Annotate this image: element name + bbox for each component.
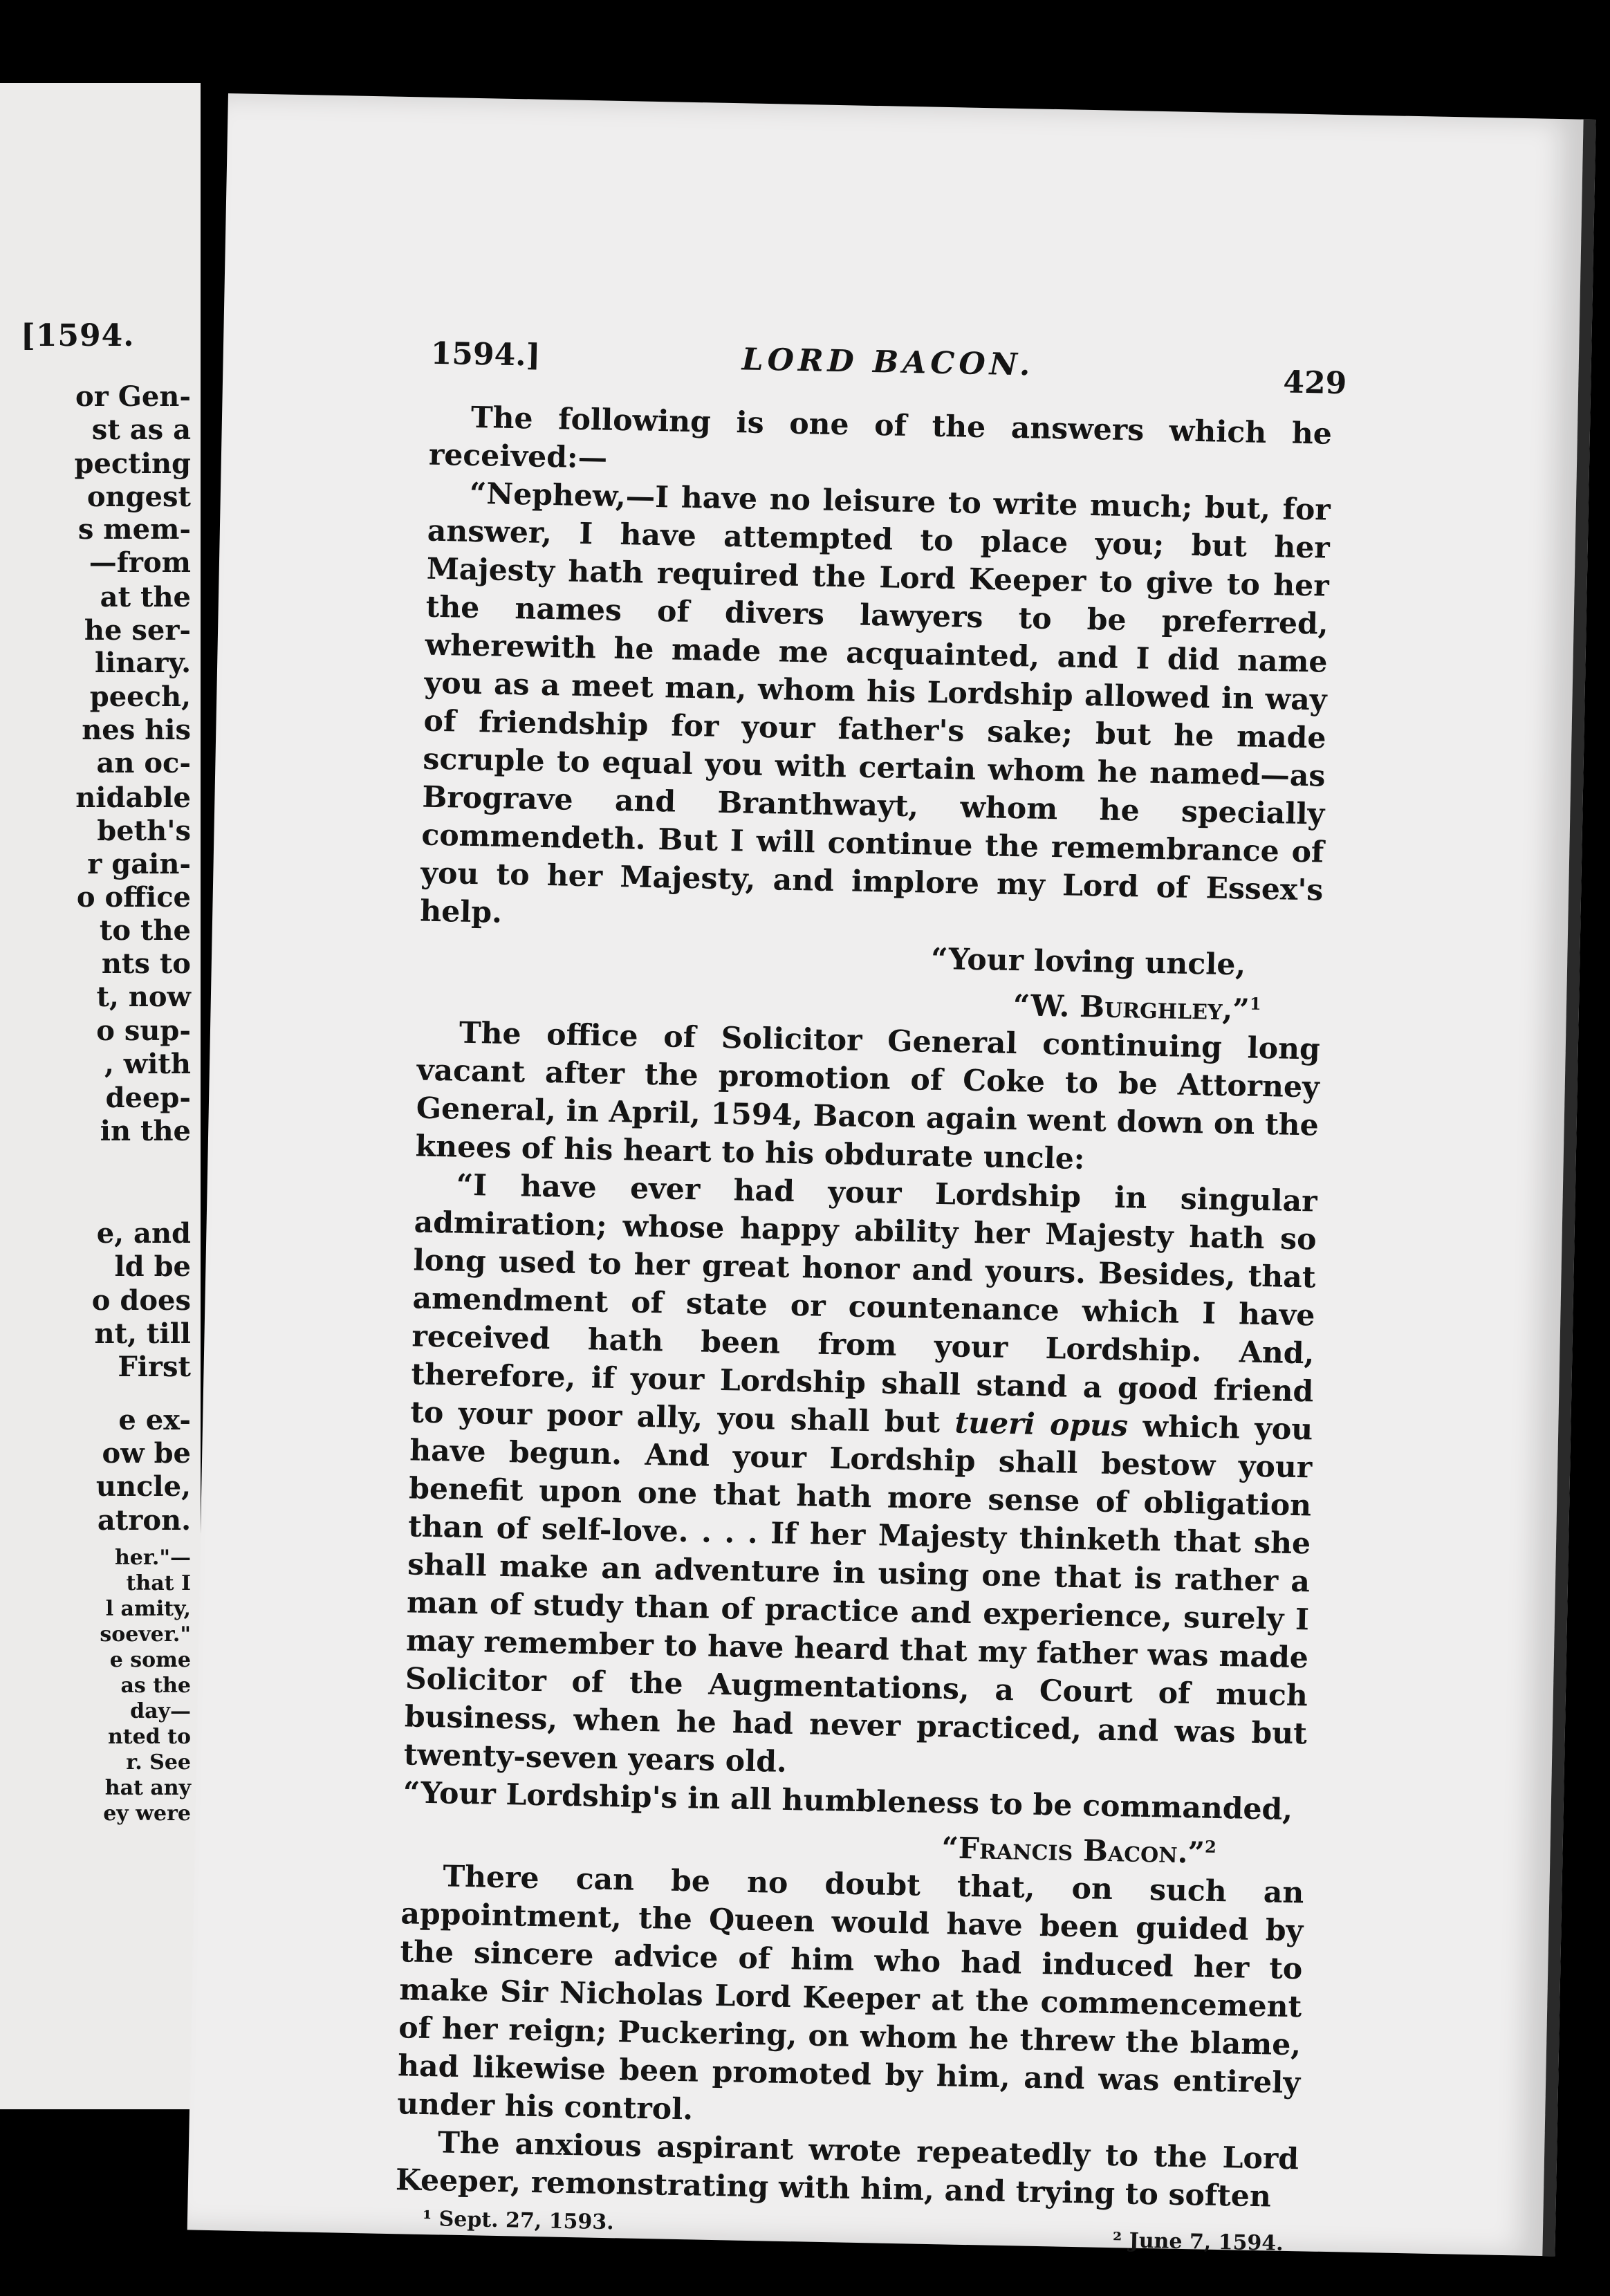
signature-closing: “Your Lordship's in all humbleness to be commanded, — [402, 1775, 1293, 1828]
left-page-line: at the — [100, 581, 191, 613]
left-page-line: he ser- — [84, 614, 191, 647]
left-page-line: e, and — [96, 1217, 191, 1250]
letter-bacon — [403, 1166, 1317, 1792]
header-date: 1594.] — [430, 335, 541, 373]
header-title: LORD BACON. — [741, 342, 1035, 383]
footnote-2: ² June 7, 1594. — [1112, 2228, 1284, 2257]
left-page-line: r gain- — [87, 848, 191, 880]
left-page-footnote-line: that I — [126, 1571, 191, 1595]
signature-text: “W. Burghley,” — [1012, 988, 1250, 1028]
left-page-line: s mem- — [77, 513, 191, 546]
left-page-footnote-line: nted to — [107, 1725, 191, 1749]
left-page-line: t, now — [96, 981, 191, 1013]
left-page-line: o office — [76, 881, 191, 914]
paragraph: The office of Solicitor General continuing long vacant after the promotion of Coke to be Attorney General, in April, 1594, Bacon again went down on the knees of his heart to his obdurate uncle: — [415, 1015, 1321, 1177]
left-page-line: deep- — [105, 1082, 191, 1114]
left-page-line: in the — [100, 1115, 191, 1147]
left-page-line: ow be — [102, 1437, 191, 1470]
paragraph: There can be no doubt that, on such an appointment, the Queen would have been guided by the sincere advice of him who had induced her to make Sir Nicholas Lord Keeper at the commencement of her reign; Puckering, on whom he threw the blame, had likewise been promoted by him, and was entirely under his control. — [396, 1859, 1304, 2127]
left-page-footnote-line: ey were — [103, 1802, 191, 1826]
page-number: 429 — [1282, 364, 1347, 402]
left-page-line: ongest — [86, 481, 191, 513]
left-page-line: ld be — [114, 1250, 191, 1283]
left-page-line: , with — [104, 1048, 191, 1080]
left-running-head: [1594. — [21, 318, 135, 353]
left-page-line: —from — [89, 546, 191, 579]
paragraph: The following is one of the answers which he received:— — [428, 400, 1333, 476]
previous-page-fragment — [0, 83, 201, 2109]
left-page-line: atron. — [97, 1504, 191, 1537]
left-page-footnote-line: hat any — [104, 1776, 191, 1800]
left-page-line: nidable — [75, 781, 191, 814]
left-page-line: or Gen- — [75, 380, 191, 413]
left-page-line: nts to — [101, 947, 191, 980]
left-page-line: nt, till — [94, 1317, 191, 1350]
left-page-footnote-line: soever." — [100, 1622, 191, 1647]
latin-phrase: tueri opus — [954, 1405, 1129, 1444]
left-page-footnote-line: her."— — [114, 1546, 191, 1570]
left-page-line: to the — [99, 914, 191, 947]
footnote-marker: 2 — [1204, 1836, 1217, 1858]
left-page-line: o sup- — [96, 1015, 191, 1047]
left-page-line: uncle, — [95, 1470, 191, 1503]
left-page-line: nes his — [82, 714, 191, 746]
left-page-footnote-line: e some — [109, 1648, 191, 1672]
left-page-footnote-line: day— — [130, 1699, 191, 1723]
footnotes — [394, 2207, 1297, 2266]
left-page-line: beth's — [97, 815, 191, 847]
signature-closing: “Your loving uncle, — [930, 941, 1246, 983]
left-page-line: o does — [91, 1284, 191, 1317]
left-page-line: First — [118, 1351, 191, 1383]
footnote-1: ¹ Sept. 27, 1593. — [422, 2207, 614, 2235]
book-page — [187, 93, 1596, 2256]
left-page-line: e ex- — [118, 1404, 191, 1436]
left-page-footnote-line: as the — [120, 1674, 191, 1698]
letter-burghley: “Nephew,—I have no leisure to write much; but, for answer, I have attempted to place you; but her Majesty hath required the Lord Keeper to give to her the names of divers lawyers to be preferred, wherewith he made me acquainted, and I did name you as a meet man, whom his Lordship allowed in way of friendship for your father's sake; but he made scruple to equal you with certain whom he named—as Brograve and Branthwayt, whom he specially commendeth. But I will continue the remembrance of you to her Majesty, and implore my Lord of Essex's help. — [419, 476, 1331, 930]
left-page-line: pecting — [74, 447, 191, 480]
body-text — [396, 398, 1333, 2217]
letter-text: “I have ever had your Lordship in singular admiration; whose happy ability her Majesty hath so long used to her great honor and yours. Besides, that amendment of state or countenance which I have received hath been from your Lordship. And, therefore, if your Lordship shall stand a good friend to your poor ally, you shall but — [409, 1167, 1318, 1441]
left-page-footnote-line: l amity, — [105, 1597, 191, 1621]
left-page-footnote-line: r. See — [126, 1750, 191, 1775]
page-content — [394, 335, 1347, 2266]
letter-text: which you have begun. And your Lordship shall bestow your benefit upon one that hath more sense of obligation than of self-love. . . . If her Majesty thinketh that she shall make an adventure in using one that is rather a man of study than of practice and experience, surely I may remember to have heard that my father was made Solicitor of the Augmentations, a Court of much business, when he had never practiced, and was but twenty-seven years old. — [403, 1409, 1313, 1780]
left-page-line: peech, — [89, 681, 191, 713]
signature-text: “Francis Bacon.” — [941, 1831, 1205, 1871]
paragraph: The anxious aspirant wrote repeatedly to the Lord Keeper, remonstrating with him, and trying to soften — [395, 2125, 1299, 2214]
left-page-line: linary. — [94, 647, 191, 679]
left-page-line: st as a — [91, 414, 191, 446]
left-page-line: an oc- — [96, 747, 191, 779]
footnote-marker: 1 — [1249, 993, 1261, 1014]
